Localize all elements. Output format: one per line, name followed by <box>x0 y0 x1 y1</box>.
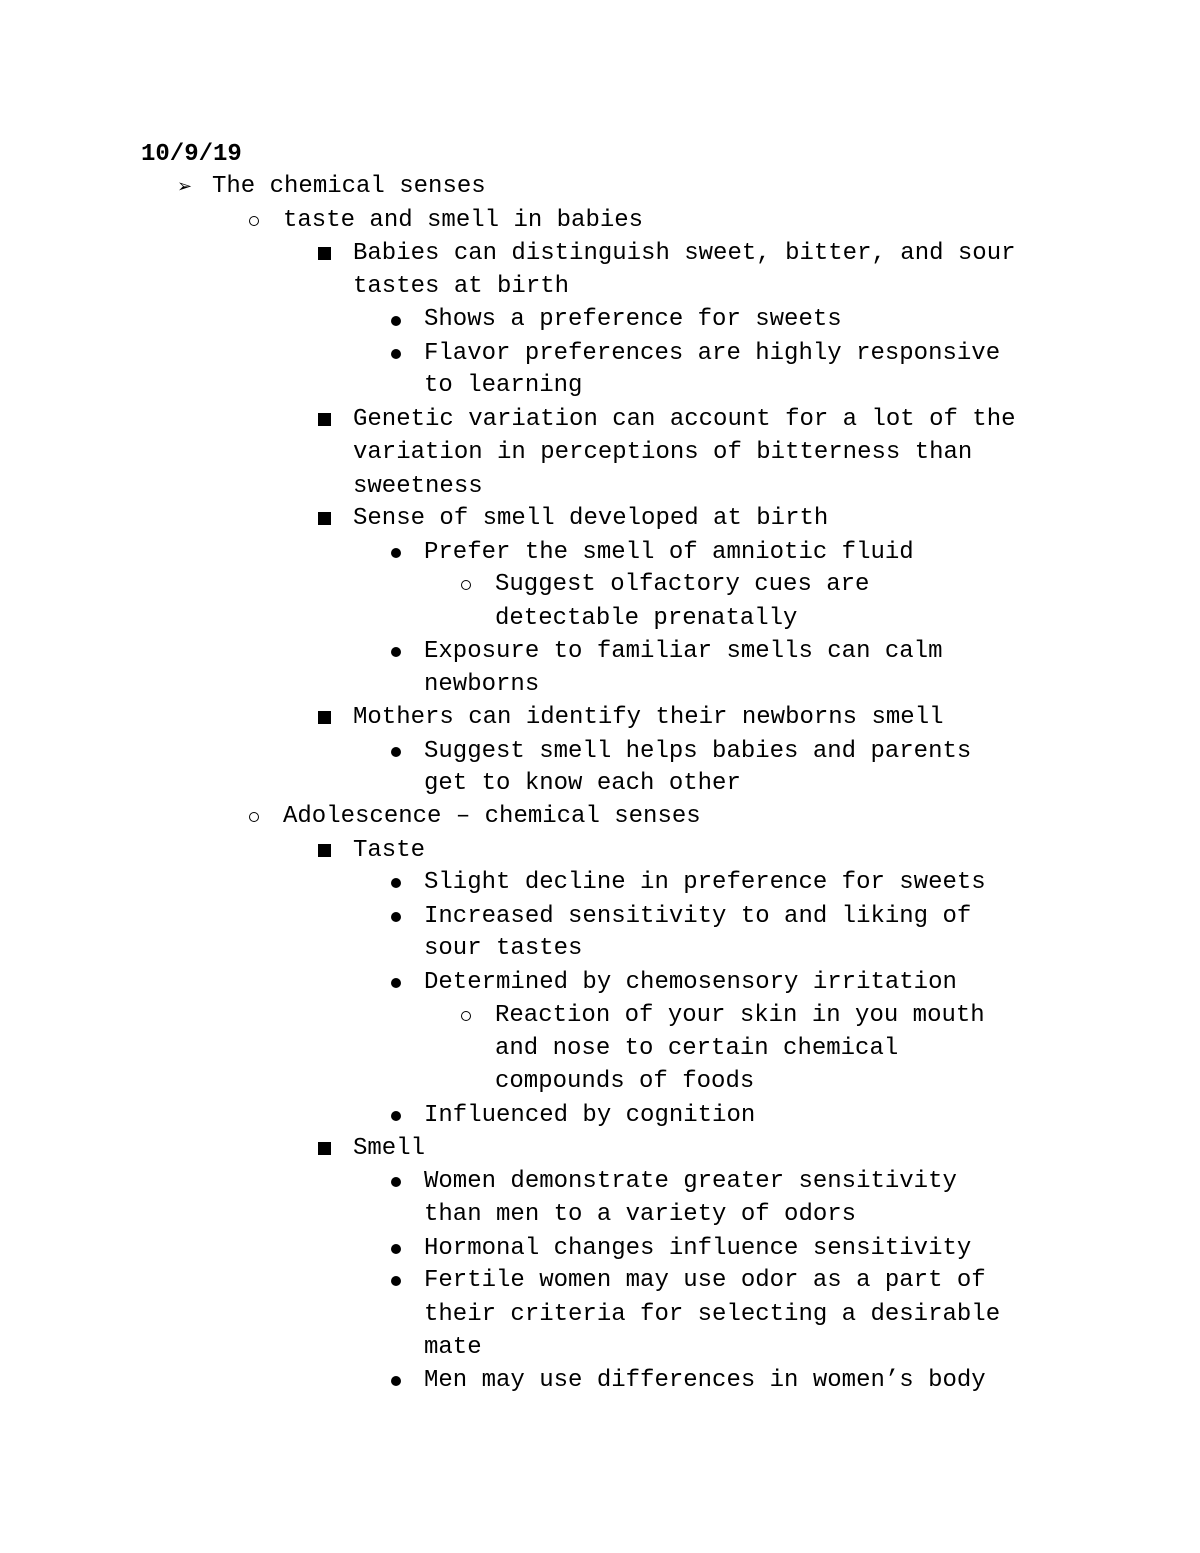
arrow-bullet-icon: ➢ <box>177 176 193 197</box>
outline-item-continuation: compounds of foods <box>495 1068 755 1095</box>
filled-dot-bullet-icon <box>391 1177 401 1187</box>
outline-item: Suggest olfactory cues are <box>495 571 870 598</box>
outline-item: Suggest smell helps babies and parents <box>424 738 972 765</box>
hollow-circle-bullet-icon <box>249 216 259 226</box>
filled-dot-bullet-icon <box>391 1376 401 1386</box>
outline-item: Slight decline in preference for sweets <box>424 869 986 896</box>
outline-item: Sense of smell developed at birth <box>353 505 829 532</box>
note-date: 10/9/19 <box>141 141 242 168</box>
outline-item: Hormonal changes influence sensitivity <box>424 1235 972 1262</box>
outline-item-continuation: mate <box>424 1334 482 1361</box>
outline-item: Shows a preference for sweets <box>424 306 842 333</box>
outline-item-continuation: sour tastes <box>424 935 583 962</box>
filled-square-bullet-icon <box>318 844 331 857</box>
filled-dot-bullet-icon <box>391 747 401 757</box>
filled-dot-bullet-icon <box>391 349 401 359</box>
filled-dot-bullet-icon <box>391 1111 401 1121</box>
outline-item: Babies can distinguish sweet, bitter, and sour <box>353 240 1016 267</box>
outline-item-continuation: and nose to certain chemical <box>495 1035 899 1062</box>
outline-item-continuation: to learning <box>424 372 583 399</box>
filled-dot-bullet-icon <box>391 316 401 326</box>
filled-dot-bullet-icon <box>391 548 401 558</box>
outline-item: Fertile women may use odor as a part of <box>424 1267 986 1294</box>
outline-item: Determined by chemosensory irritation <box>424 969 957 996</box>
outline-item: Adolescence – chemical senses <box>283 803 701 830</box>
filled-dot-bullet-icon <box>391 878 401 888</box>
outline-item: Women demonstrate greater sensitivity <box>424 1168 957 1195</box>
outline-item: Flavor preferences are highly responsive <box>424 340 1001 367</box>
outline-item: Increased sensitivity to and liking of <box>424 903 972 930</box>
filled-square-bullet-icon <box>318 247 331 260</box>
outline-item: Reaction of your skin in you mouth <box>495 1002 985 1029</box>
outline-item-continuation: get to know each other <box>424 770 741 797</box>
filled-square-bullet-icon <box>318 1142 331 1155</box>
filled-square-bullet-icon <box>318 413 331 426</box>
filled-dot-bullet-icon <box>391 978 401 988</box>
filled-dot-bullet-icon <box>391 1276 401 1286</box>
outline-item-continuation: their criteria for selecting a desirable <box>424 1301 1001 1328</box>
filled-dot-bullet-icon <box>391 912 401 922</box>
hollow-circle-bullet-icon <box>461 580 471 590</box>
outline-item: Smell <box>353 1135 426 1162</box>
outline-item: Exposure to familiar smells can calm <box>424 638 943 665</box>
outline-item-continuation: detectable prenatally <box>495 605 798 632</box>
outline-item-continuation: tastes at birth <box>353 273 570 300</box>
outline-item: Prefer the smell of amniotic fluid <box>424 539 914 566</box>
outline-item: Genetic variation can account for a lot of the <box>353 406 1016 433</box>
filled-dot-bullet-icon <box>391 647 401 657</box>
outline-item: The chemical senses <box>212 173 486 200</box>
hollow-circle-bullet-icon <box>249 812 259 822</box>
outline-item-continuation: newborns <box>424 671 540 698</box>
filled-square-bullet-icon <box>318 711 331 724</box>
outline-item: Men may use differences in women’s body <box>424 1367 986 1394</box>
outline-item: Taste <box>353 837 426 864</box>
outline-item-continuation: than men to a variety of odors <box>424 1201 857 1228</box>
outline-item-continuation: sweetness <box>353 473 483 500</box>
filled-square-bullet-icon <box>318 512 331 525</box>
outline-item-continuation: variation in perceptions of bitterness than <box>353 439 973 466</box>
outline-item: Mothers can identify their newborns smell <box>353 704 944 731</box>
filled-dot-bullet-icon <box>391 1244 401 1254</box>
outline-item: taste and smell in babies <box>283 207 644 234</box>
outline-item: Influenced by cognition <box>424 1102 756 1129</box>
hollow-circle-bullet-icon <box>461 1011 471 1021</box>
